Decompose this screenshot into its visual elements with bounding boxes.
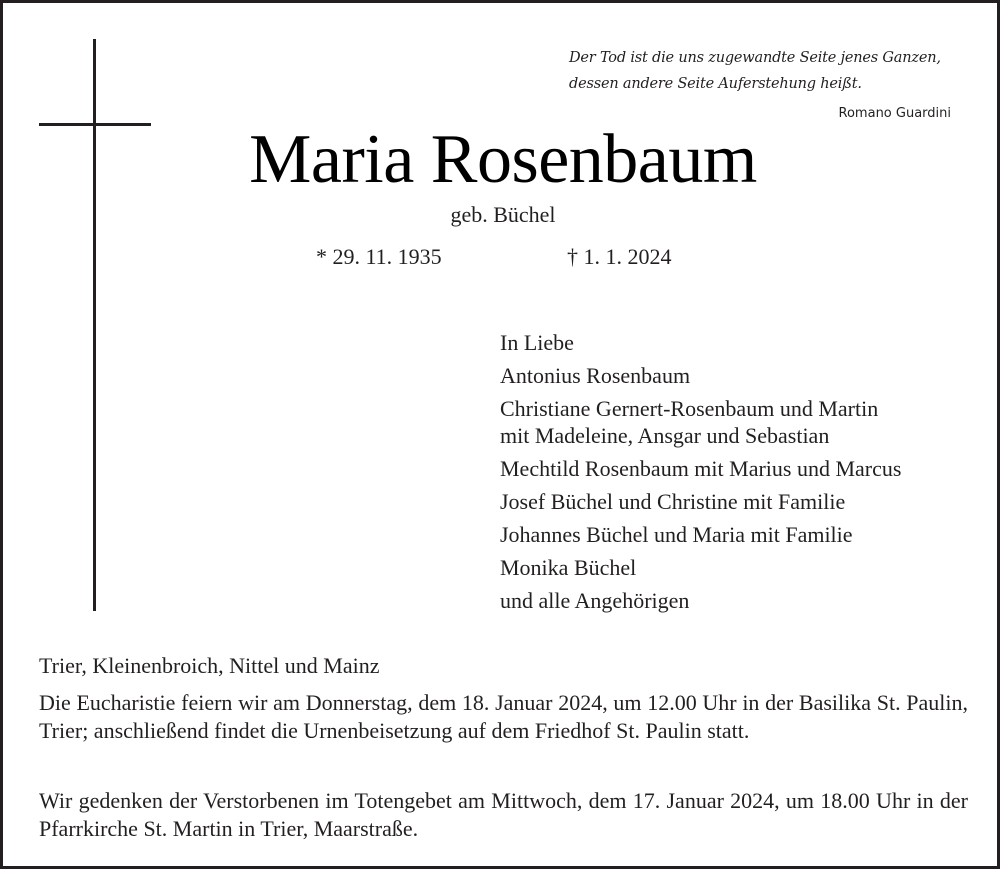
maiden-name: geb. Büchel	[450, 202, 556, 227]
epigraph-quote	[569, 45, 969, 97]
deceased-name: Maria Rosenbaum	[249, 121, 757, 198]
family-member: und alle Angehörigen	[500, 588, 690, 613]
family-member: mit Madeleine, Ansgar und Sebastian	[500, 423, 830, 448]
family-member: Monika Büchel	[500, 555, 637, 580]
prayer-paragraph: Wir gedenken der Verstorbenen im Totengebet am Mittwoch, dem 17. Januar 2024, um 18.00 Uhr in der Pfarrkirche St. Martin in Trier, Maarstraße.	[39, 788, 968, 841]
family-member: Josef Büchel und Christine mit Familie	[500, 489, 846, 514]
service-paragraph: Die Eucharistie feiern wir am Donnerstag, dem 18. Januar 2024, um 12.00 Uhr in der Basilika St. Paulin, Trier; anschließend findet die Urnenbeisetzung auf dem Friedhof St. Paulin statt.	[39, 690, 968, 743]
quote-line: dessen andere Seite Auferstehung heißt.	[569, 76, 862, 92]
mourners-list	[500, 329, 980, 620]
family-intro: In Liebe	[500, 330, 574, 355]
family-member: Mechtild Rosenbaum mit Marius und Marcus	[500, 456, 902, 481]
quote-author: Romano Guardini	[838, 106, 951, 121]
family-member: Johannes Büchel und Maria mit Familie	[500, 522, 853, 547]
family-member: Christiane Gernert-Rosenbaum und Martin	[500, 396, 879, 421]
quote-line: Der Tod ist die uns zugewandte Seite jenes Ganzen,	[569, 50, 941, 66]
family-member: Antonius Rosenbaum	[500, 363, 691, 388]
places-line: Trier, Kleinenbroich, Nittel und Mainz	[39, 653, 380, 678]
birth-date: * 29. 11. 1935	[316, 244, 442, 269]
death-date: † 1. 1. 2024	[567, 244, 672, 269]
